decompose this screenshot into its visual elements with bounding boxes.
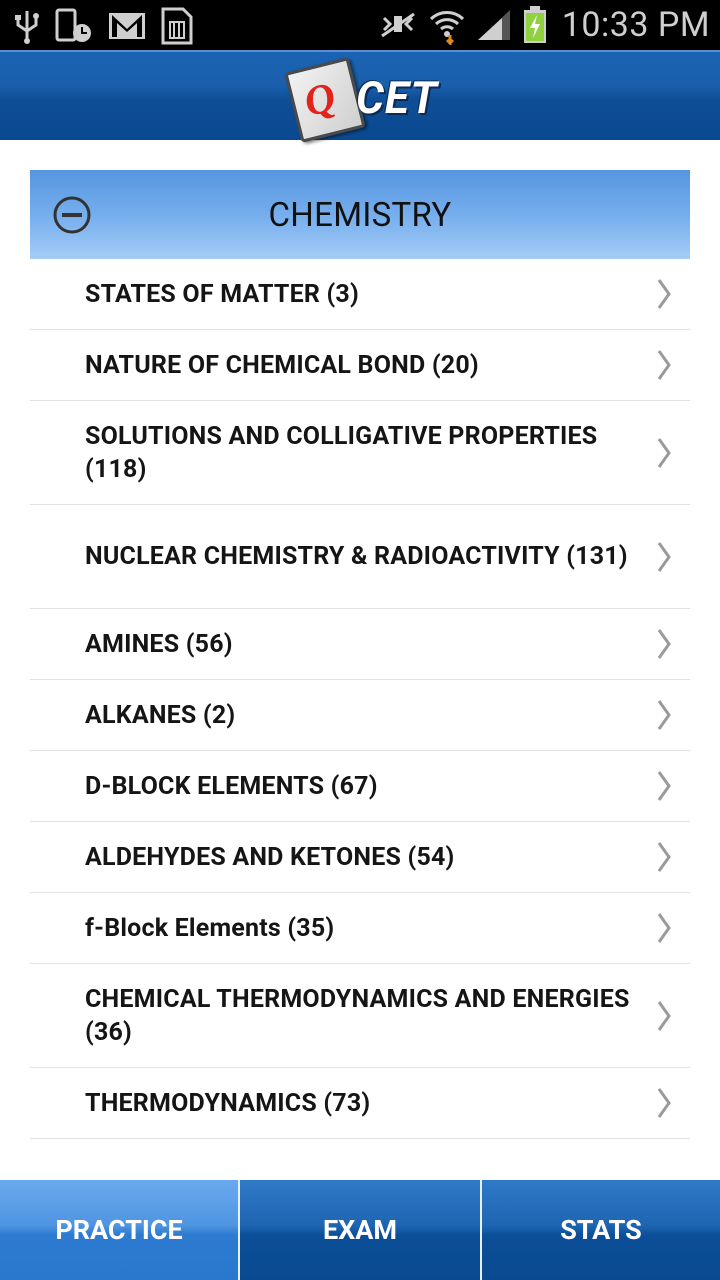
chevron-right-icon [656, 698, 672, 732]
topic-label: CHEMICAL THERMODYNAMICS AND ENERGIES (36) [85, 984, 630, 1047]
chevron-right-icon [656, 540, 672, 574]
chevron-right-icon [656, 277, 672, 311]
topic-label: D-BLOCK ELEMENTS (67) [85, 771, 378, 801]
topic-label: NATURE OF CHEMICAL BOND (20) [85, 350, 479, 380]
logo-letter: Q [299, 74, 341, 127]
gmail-icon [108, 11, 146, 41]
topic-row[interactable] [30, 680, 690, 751]
bottom-tab-bar [0, 1180, 720, 1280]
qcet-logo [284, 56, 438, 136]
topic-label: STATES OF MATTER (3) [85, 279, 359, 309]
logo-text: CET [356, 72, 438, 124]
topic-row[interactable] [30, 505, 690, 609]
status-bar [0, 0, 720, 50]
topic-row[interactable] [30, 751, 690, 822]
chevron-right-icon [656, 840, 672, 874]
topic-row[interactable] [30, 609, 690, 680]
topic-row[interactable] [30, 1068, 690, 1139]
topic-label: SOLUTIONS AND COLLIGATIVE PROPERTIES (118) [85, 421, 598, 484]
topic-row[interactable] [30, 330, 690, 401]
section-title: CHEMISTRY [268, 196, 452, 235]
tab-practice[interactable]: PRACTICE [0, 1180, 238, 1280]
topic-row[interactable] [30, 259, 690, 330]
chevron-right-icon [656, 436, 672, 470]
topic-label: AMINES (56) [85, 629, 233, 659]
wifi-icon [428, 5, 466, 45]
topic-row[interactable] [30, 893, 690, 964]
topic-label: f-Block Elements (35) [85, 913, 335, 943]
chevron-right-icon [656, 348, 672, 382]
battery-icon [522, 5, 548, 45]
topic-row[interactable] [30, 822, 690, 893]
topic-row[interactable] [30, 964, 690, 1068]
signal-icon [476, 8, 512, 42]
chevron-right-icon [656, 627, 672, 661]
tab-exam[interactable]: EXAM [238, 1180, 480, 1280]
logo-tile [284, 57, 365, 143]
section-header-chemistry[interactable] [30, 170, 690, 259]
topic-label: ALDEHYDES AND KETONES (54) [85, 842, 455, 872]
topic-row[interactable] [30, 401, 690, 505]
chevron-right-icon [656, 999, 672, 1033]
topic-label: ALKANES (2) [85, 700, 236, 730]
sd-card-icon [160, 6, 194, 46]
usb-icon [14, 7, 40, 45]
topic-label: NUCLEAR CHEMISTRY & RADIOACTIVITY (131) [85, 542, 628, 571]
status-time: 10:33 PM [561, 5, 710, 45]
app-header [0, 50, 720, 140]
phone-clock-icon [54, 7, 94, 45]
tab-stats[interactable]: STATS [480, 1180, 720, 1280]
chevron-right-icon [656, 1086, 672, 1120]
chevron-right-icon [656, 911, 672, 945]
topic-list [30, 259, 690, 1139]
topic-label: THERMODYNAMICS (73) [85, 1088, 371, 1118]
mute-icon [378, 10, 418, 40]
chevron-right-icon [656, 769, 672, 803]
